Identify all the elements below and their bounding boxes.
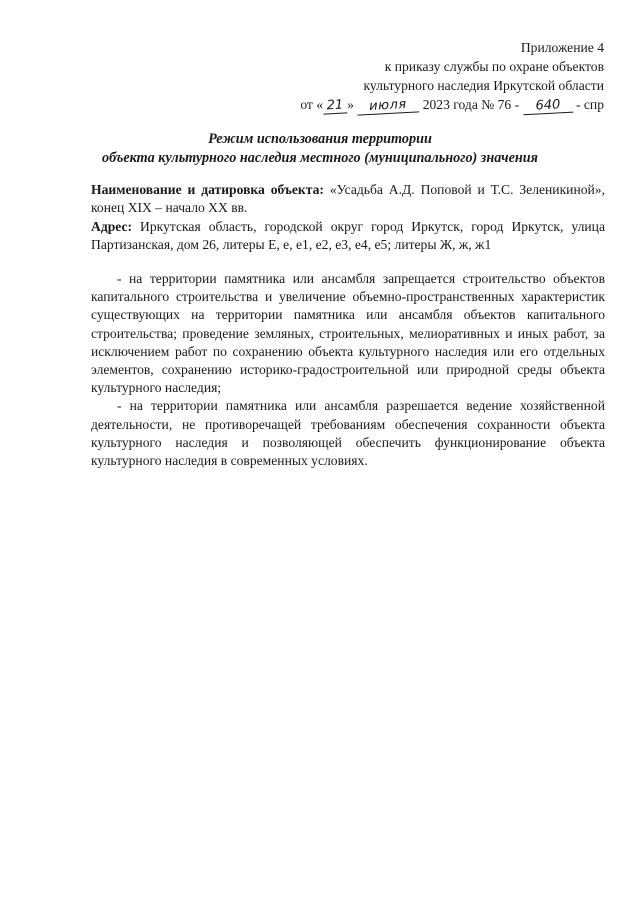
handwritten-order-number: 640 bbox=[522, 98, 573, 116]
handwritten-day: 21 bbox=[323, 98, 348, 114]
rule-prohibition: - на территории памятника или ансамбля запрещается строительство объектов капитального строительства и увеличение объемно-пространственных характеристик существующих на территории памятника или ансамбля объектов капитального строительства; проведение земляных, строительных, мелиоративных и иных работ, за исключением работ по сохранению объекта культурного наследия или его отдельных элементов, сохранению историко-градостроительной или природной среды объекта культурного наследия; bbox=[91, 271, 605, 396]
object-address-label: Адрес: bbox=[91, 219, 133, 234]
order-suffix: - спр bbox=[575, 97, 604, 112]
date-close-quote: » bbox=[347, 97, 354, 112]
appendix-authority: культурного наследия Иркутской области bbox=[363, 78, 604, 93]
object-name-value: «Усадьба А.Д. Поповой и Т.С. Зеленикиной», конец XIX – начало XX вв. bbox=[91, 182, 606, 216]
appendix-number: Приложение 4 bbox=[520, 40, 604, 55]
handwritten-month: июля bbox=[357, 97, 420, 115]
object-name-label: Наименование и датировка объекта: bbox=[91, 182, 324, 197]
appendix-date-line bbox=[300, 95, 604, 114]
rule-permission: - на территории памятника или ансамбля разрешается ведение хозяйственной деятельности, не противоречащей требованиям обеспечения сохранности объекта культурного наследия и позволяющей обеспечить функционирование объекта культурного наследия в современных условиях. bbox=[91, 398, 605, 469]
document-title bbox=[0, 130, 640, 167]
title-line-1: Режим использования территории bbox=[208, 131, 432, 147]
appendix-order-ref: к приказу службы по охране объектов bbox=[384, 59, 604, 74]
object-address-block bbox=[91, 218, 605, 254]
object-address-value: Иркутская область, городской округ город Иркутск, город Иркутск, улица Партизанская, дом 26, литеры Е, е, е1, е2, е3, е4, е5; литеры Ж, ж, ж1 bbox=[91, 219, 605, 253]
title-line-2: объекта культурного наследия местного (муниципального) значения bbox=[102, 149, 538, 166]
usage-rules bbox=[91, 270, 605, 470]
date-prefix: от « bbox=[300, 97, 324, 112]
object-name-block bbox=[91, 181, 605, 217]
date-year-text: 2023 года № 76 - bbox=[422, 97, 520, 112]
appendix-header bbox=[300, 38, 604, 114]
